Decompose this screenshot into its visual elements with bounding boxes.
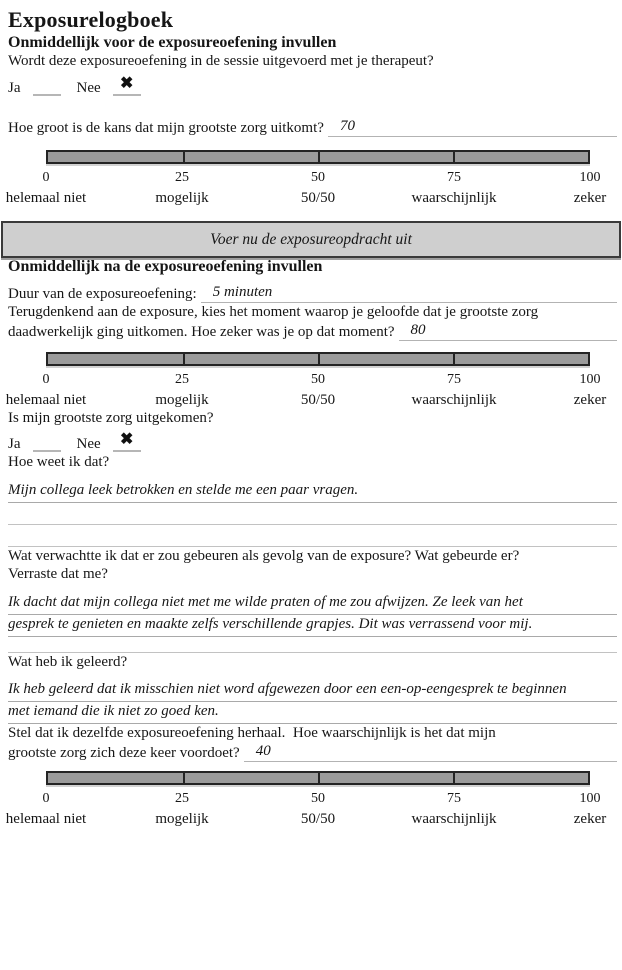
duration-value: 5 minuten	[212, 284, 273, 300]
scale-bar[interactable]	[46, 352, 590, 366]
yes-label: Ja	[8, 80, 21, 96]
x-mark-icon: ✖	[119, 75, 134, 92]
scale-tick-50	[318, 152, 320, 162]
scale-numbers	[42, 790, 601, 808]
scale-number: 100	[579, 170, 601, 185]
scale-number: 50	[311, 372, 325, 387]
scale-number: 0	[42, 791, 50, 806]
scale-label: 50/50	[300, 392, 336, 408]
do-exposure-banner-button[interactable]: Voer nu de exposureopdracht uit	[1, 221, 621, 258]
expected-answer-line2[interactable]: gesprek te genieten en maakte zelfs verschillende grapjes. Dit was verrassend voor mij.	[8, 615, 617, 637]
learned-question: Wat heb ik geleerd?	[8, 654, 128, 670]
scale-tick-25	[183, 354, 185, 364]
chance-question: Hoe groot is de kans dat mijn grootste zorg uitkomt?	[8, 120, 324, 136]
page-title: Exposurelogboek	[8, 7, 174, 32]
outcome-question: Is mijn grootste zorg uitgekomen?	[8, 410, 214, 426]
moment-question-row	[8, 321, 617, 341]
scale-label: waarschijnlijk	[411, 190, 497, 206]
scale-bar[interactable]	[46, 150, 590, 164]
scale-label: mogelijk	[155, 811, 209, 827]
scale-number: 50	[311, 791, 325, 806]
repeat-question-line2: grootste zorg zich deze keer voordoet?	[8, 745, 240, 761]
scale-number: 100	[579, 372, 601, 387]
scale-tick-50	[318, 354, 320, 364]
no-answer-line[interactable]	[113, 76, 141, 96]
scale-labels	[5, 391, 607, 409]
scale-number: 25	[175, 170, 189, 185]
scale-number: 50	[311, 170, 325, 185]
therapist-question: Wordt deze exposureoefening in de sessie uitgevoerd met je therapeut?	[8, 53, 434, 69]
scale-label: 50/50	[300, 190, 336, 206]
learned-answer-line1[interactable]: Ik heb geleerd dat ik misschien niet word afgewezen door een een-op-eengesprek te beginnen	[8, 680, 617, 702]
x-mark-icon: ✖	[119, 431, 134, 448]
yes-answer-line[interactable]	[33, 432, 61, 452]
scale-labels	[5, 810, 607, 828]
scale-number: 100	[579, 791, 601, 806]
scale-label: zeker	[573, 811, 607, 827]
scale-tick-75	[453, 152, 455, 162]
expected-question-line1: Wat verwachtte ik dat er zou gebeuren als gevolg van de exposure? Wat gebeurde er?	[8, 548, 520, 564]
therapist-yes-no-field	[8, 76, 617, 97]
how-know-answer-line[interactable]: Mijn collega leek betrokken en stelde me een paar vragen.	[8, 481, 617, 503]
scale-label: mogelijk	[155, 392, 209, 408]
repeat-answer-field[interactable]	[244, 742, 617, 762]
moment-question-line2: daadwerkelijk ging uitkomen. Hoe zeker was je op dat moment?	[8, 324, 395, 340]
scale-number: 75	[447, 372, 461, 387]
blank-answer-line[interactable]	[8, 637, 617, 653]
scale-number: 75	[447, 170, 461, 185]
scale-number: 0	[42, 372, 50, 387]
scale-tick-75	[453, 354, 455, 364]
blank-answer-line[interactable]	[8, 503, 617, 525]
scale-label: zeker	[573, 392, 607, 408]
repeat-question-row	[8, 742, 617, 762]
section-heading-after: Onmiddellijk na de exposureoefening invullen	[8, 258, 323, 275]
scale-label: mogelijk	[155, 190, 209, 206]
moment-answer-field[interactable]	[399, 321, 617, 341]
chance-value: 70	[339, 118, 355, 134]
scale-tick-25	[183, 773, 185, 783]
how-know-question: Hoe weet ik dat?	[8, 454, 110, 470]
scale-tick-25	[183, 152, 185, 162]
scale-tick-50	[318, 773, 320, 783]
repeat-likelihood-scale	[5, 771, 607, 828]
scale-label: 50/50	[300, 811, 336, 827]
chance-answer-field[interactable]	[328, 117, 617, 137]
scale-number: 75	[447, 791, 461, 806]
scale-label: zeker	[573, 190, 607, 206]
blank-answer-line[interactable]	[8, 525, 617, 547]
section-heading-before: Onmiddellijk voor de exposureoefening invullen	[8, 34, 337, 51]
scale-number: 25	[175, 791, 189, 806]
duration-row	[8, 283, 617, 303]
moment-value: 80	[410, 322, 426, 338]
scale-tick-75	[453, 773, 455, 783]
scale-label: waarschijnlijk	[411, 392, 497, 408]
repeat-question-line1: Stel dat ik dezelfde exposureoefening herhaal. Hoe waarschijnlijk is het dat mijn	[8, 725, 496, 741]
scale-labels	[5, 189, 607, 207]
scale-label: helemaal niet	[5, 392, 87, 408]
chance-question-row	[8, 117, 617, 137]
scale-bar[interactable]	[46, 771, 590, 785]
learned-answer-line2[interactable]: met iemand die ik niet zo goed ken.	[8, 702, 617, 724]
chance-scale	[5, 150, 607, 207]
no-label: Nee	[76, 80, 101, 96]
moment-certainty-scale	[5, 352, 607, 409]
yes-label: Ja	[8, 436, 21, 452]
expected-question-line2: Verraste dat me?	[8, 566, 108, 582]
scale-label: helemaal niet	[5, 190, 87, 206]
scale-label: helemaal niet	[5, 811, 87, 827]
yes-answer-line[interactable]	[33, 76, 61, 96]
scale-numbers	[42, 371, 601, 389]
moment-question-line1: Terugdenkend aan de exposure, kies het moment waarop je geloofde dat je grootste zorg	[8, 304, 539, 320]
expected-answer-line1[interactable]: Ik dacht dat mijn collega niet met me wilde praten of me zou afwijzen. Ze leek van het	[8, 593, 617, 615]
scale-numbers	[42, 169, 601, 187]
no-answer-line[interactable]	[113, 432, 141, 452]
scale-label: waarschijnlijk	[411, 811, 497, 827]
duration-answer-field[interactable]	[201, 283, 617, 303]
duration-label: Duur van de exposureoefening:	[8, 286, 197, 302]
repeat-value: 40	[255, 743, 271, 759]
scale-number: 25	[175, 372, 189, 387]
no-label: Nee	[76, 436, 101, 452]
scale-number: 0	[42, 170, 50, 185]
outcome-yes-no-field	[8, 432, 617, 453]
